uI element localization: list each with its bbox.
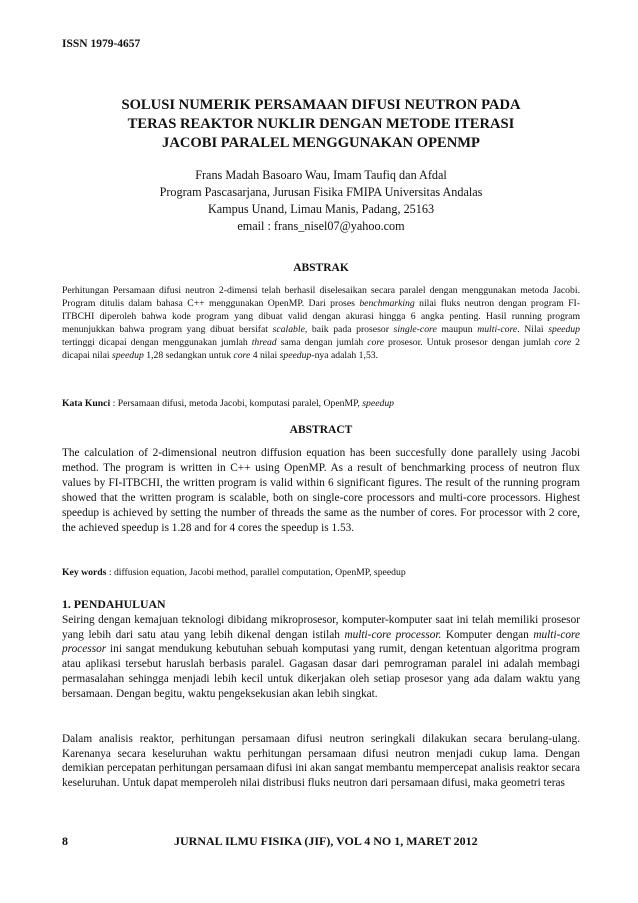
title-line-1: SOLUSI NUMERIK PERSAMAAN DIFUSI NEUTRON PADA [121, 97, 521, 113]
paper-title [62, 96, 580, 153]
author-names: Frans Madah Basoaro Wau, Imam Taufiq dan Afdal [195, 168, 447, 182]
journal-footer: JURNAL ILMU FISIKA (JIF), VOL 4 NO 1, MARET 2012 [174, 834, 478, 848]
author-affiliation: Program Pascasarjana, Jurusan Fisika FMIPA Universitas Andalas [159, 185, 483, 199]
abstract-heading: ABSTRACT [289, 424, 353, 436]
author-email: email : frans_nisel07@yahoo.com [237, 219, 405, 233]
title-line-3: JACOBI PARALEL MENGGUNAKAN OPENMP [162, 135, 480, 151]
title-line-2: TERAS REAKTOR NUKLIR DENGAN METODE ITERASI [127, 116, 515, 132]
section-heading-pendahuluan: 1. PENDAHULUAN [62, 597, 166, 611]
author-address: Kampus Unand, Limau Manis, Padang, 25163 [207, 202, 435, 216]
key-words: Key words : diffusion equation, Jacobi method, parallel computation, OpenMP, speedup [62, 567, 406, 578]
body-paragraph-1: Seiring dengan kemajuan teknologi dibidang mikroprosesor, komputer-komputer saat ini telah memiliki prosesor yang lebih dari satu atau yang lebih dikenal dengan istilah multi-core processor. Komputer dengan multi-core processor ini sangat mendukung kebutuhan sebuah komputasi yang rumit, dengan ketentuan algoritma program atau aplikasi tersebut haruslah berbasis paralel. Gagasan dasar dari pemrograman paralel ini adalah membagi permasalahan sehingga menjadi lebih kecil untuk dikerjakan oleh setiap prosesor yang ada dalam waktu yang bersamaan. Dengan begitu, waktu pengeksekusian akan lebih singkat. [62, 614, 580, 700]
body-paragraph-2: Dalam analisis reaktor, perhitungan persamaan difusi neutron seringkali dilakukan secara berulang-ulang. Karenanya secara keseluruhan waktu perhitungan persamaan difusi neutron menjadi cukup lama. Dengan demikian percepatan perhitungan persamaan difusi ini akan sangat membantu mempercepat analisis reaktor secara keseluruhan. Untuk dapat memperoleh nilai distribusi fluks neutron dari persamaan difusi, maka geometri teras [62, 733, 580, 790]
kata-kunci: Kata Kunci : Persamaan difusi, metoda Jacobi, komputasi paralel, OpenMP, speedup [62, 398, 395, 409]
author-block [62, 167, 580, 235]
issn-header: ISSN 1979-4657 [62, 38, 141, 50]
abstract-text: The calculation of 2-dimensional neutron diffusion equation has been succesfully done parallely using Jacobi method. The program is written in C++ using OpenMP. As a result of benchmarking process of neutron flux values by FI-ITBCHI, the written program is valid within 6 significant figures. The result of the running program showed that the written program is scalable, both on single-core processors and multi-core processors. Highest speedup is achieved by setting the number of threads the same as the number of cores. For processor with 2 core, the achieved speedup is 1.28 and for 4 cores the speedup is 1.53. [62, 447, 580, 534]
abstrak-text: Perhitungan Persamaan difusi neutron 2-dimensi telah berhasil diselesaikan secara paralel dengan menggunakan metoda Jacobi. Program ditulis dalam bahasa C++ menggunakan OpenMP. Dari proses benchmarking nilai fluks neutron dengan program FI-ITBCHI diperoleh bahwa kode program yang dibuat valid dengan akurasi hingga 6 angka penting. Hasil running program menunjukkan bahwa program yang dibuat bersifat scalable, baik pada prosesor single-core maupun multi-core. Nilai speedup tertinggi dicapai dengan menggunakan jumlah thread sama dengan jumlah core prosesor. Untuk prosesor dengan jumlah core 2 dicapai nilai speedup 1,28 sedangkan untuk core 4 nilai speedup-nya adalah 1,53. [62, 285, 580, 362]
abstrak-heading: ABSTRAK [293, 262, 349, 274]
page-number: 8 [62, 834, 68, 848]
